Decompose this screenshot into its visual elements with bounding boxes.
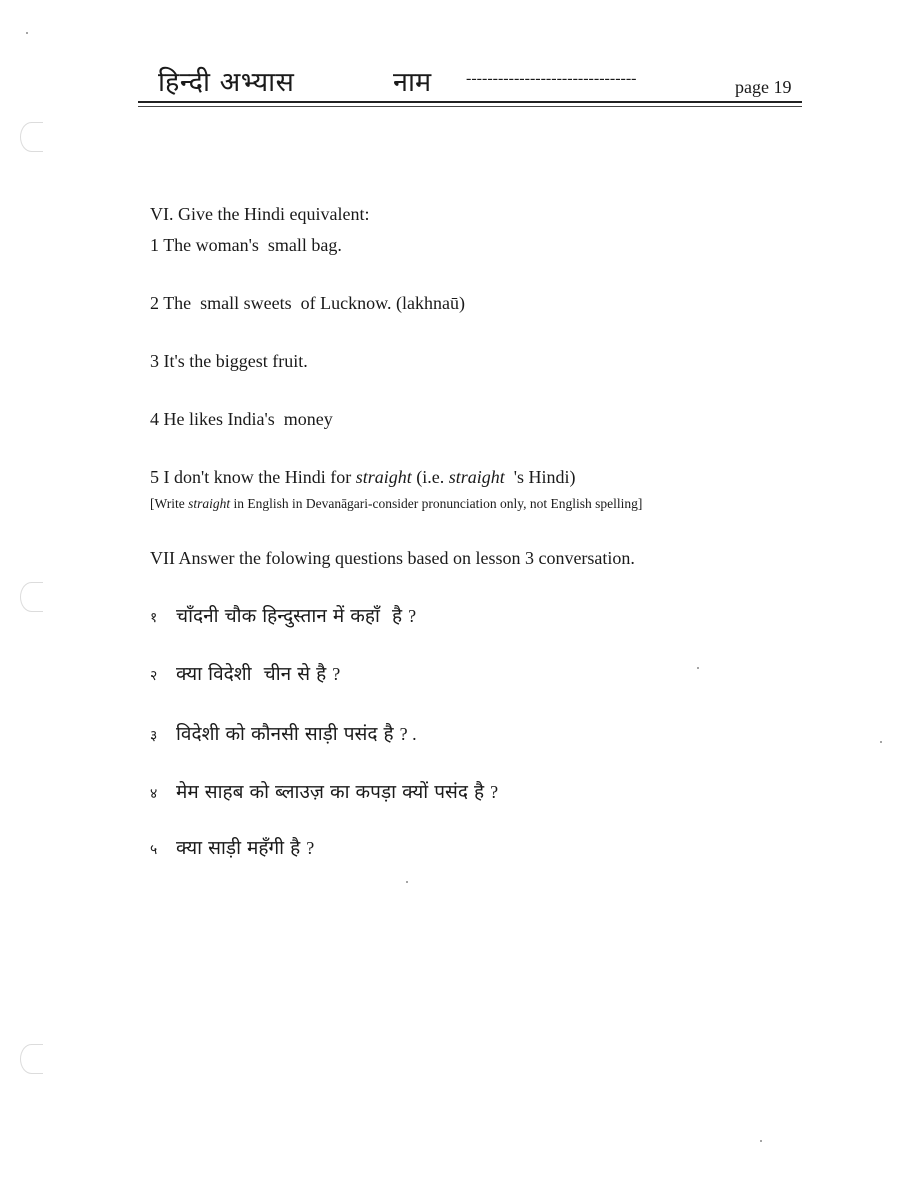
- italic-word: straight: [188, 496, 231, 511]
- question-number: २: [150, 668, 158, 684]
- question-number: ४: [150, 786, 158, 802]
- scan-speck: [760, 1140, 762, 1142]
- question-2: [150, 660, 340, 686]
- name-blank-line: --------------------------------: [466, 70, 637, 87]
- scan-speck: [880, 741, 882, 743]
- instruction-note: [150, 496, 642, 512]
- name-label: नाम: [393, 67, 432, 98]
- item-number: 1: [150, 235, 159, 255]
- note-text-b: in English in Devanāgari-consider pronunciation only, not English spelling]: [230, 496, 643, 511]
- item-number: 4: [150, 409, 159, 429]
- question-4: [150, 778, 498, 804]
- item-text: The woman's small bag.: [163, 235, 342, 255]
- scan-speck: [26, 32, 28, 34]
- question-text: चाँदनी चौक हिन्दुस्तान में कहाँ है: [176, 605, 403, 627]
- binder-hole-middle: [20, 582, 43, 612]
- item-number: 2: [150, 293, 159, 313]
- header-rule: [138, 101, 802, 103]
- worksheet-title: हिन्दी अभ्यास: [158, 67, 295, 98]
- question-number: १: [150, 610, 158, 626]
- question-text: विदेशी को कौनसी साड़ी पसंद है: [176, 723, 394, 745]
- item-text-a: I don't know the Hindi for: [163, 467, 356, 487]
- question-5: [150, 834, 314, 860]
- question-mark: ?: [408, 606, 417, 626]
- item-number: 3: [150, 351, 159, 371]
- item-number: 5: [150, 467, 159, 487]
- exercise-item-1: [150, 235, 342, 256]
- header-rule-thin: [138, 106, 802, 107]
- section-7-heading: VII Answer the folowing questions based on lesson 3 conversation.: [150, 548, 635, 568]
- question-mark: ?: [490, 782, 499, 802]
- italic-word: straight: [355, 467, 412, 487]
- question-1: [150, 602, 416, 628]
- question-text: मेम साहब को ब्लाउज़ का कपड़ा क्यों पसंद है: [176, 781, 485, 803]
- section-6-heading: VI. Give the Hindi equivalent:: [150, 204, 370, 224]
- question-text: क्या साड़ी महँगी है: [176, 837, 301, 859]
- item-text: He likes India's money: [163, 409, 333, 429]
- question-text: क्या विदेशी चीन से है: [176, 663, 327, 685]
- exercise-item-4: [150, 409, 333, 430]
- item-text-c: 's Hindi): [504, 467, 576, 487]
- question-3: [150, 720, 417, 746]
- item-text: The small sweets of Lucknow. (lakhnaū): [163, 293, 465, 313]
- scan-speck: [697, 667, 699, 669]
- question-number: ३: [150, 728, 158, 744]
- binder-hole-bottom: [20, 1044, 43, 1074]
- question-mark: ?: [306, 838, 315, 858]
- italic-word: straight: [448, 467, 505, 487]
- exercise-item-5: [150, 467, 575, 488]
- scan-speck: [406, 881, 408, 883]
- item-text: It's the biggest fruit.: [163, 351, 308, 371]
- question-number: ५: [150, 842, 158, 858]
- page-number: page 19: [735, 77, 792, 97]
- item-text-b: (i.e.: [411, 467, 449, 487]
- question-mark: ? .: [399, 724, 417, 744]
- binder-hole-top: [20, 122, 43, 152]
- question-mark: ?: [332, 664, 341, 684]
- exercise-item-2: [150, 293, 465, 314]
- exercise-item-3: [150, 351, 308, 372]
- note-text-a: [Write: [150, 496, 189, 511]
